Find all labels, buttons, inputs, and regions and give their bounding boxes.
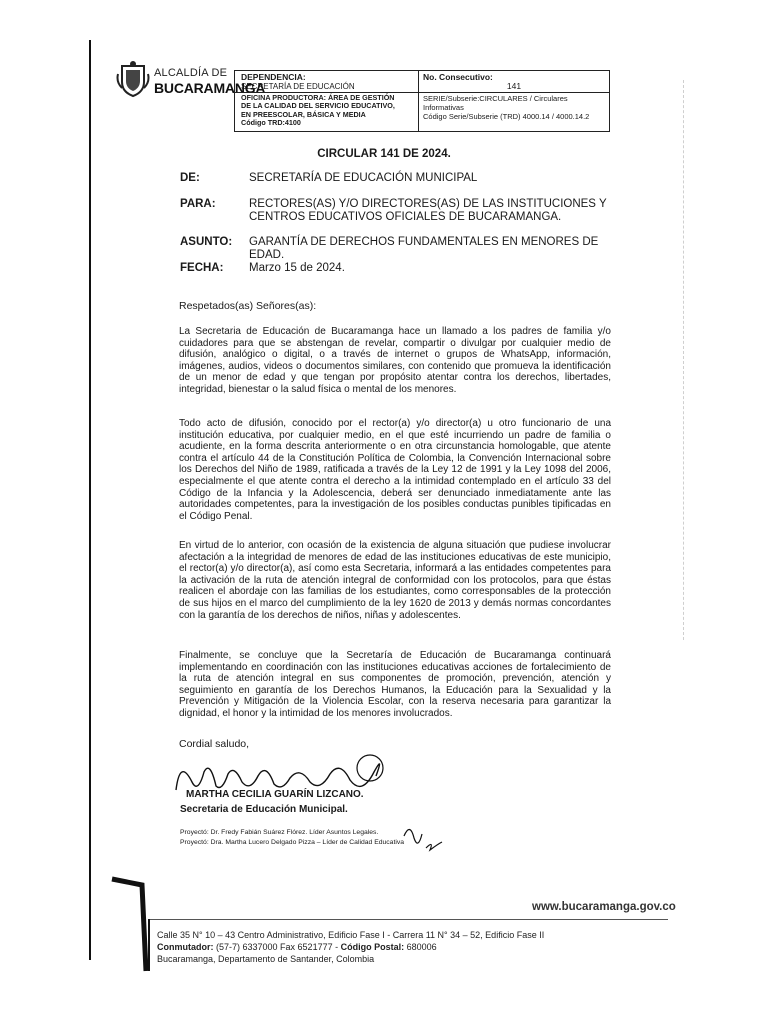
oficina-line: DE LA CALIDAD DEL SERVICIO EDUCATIVO, <box>241 101 395 111</box>
footer-contact <box>157 942 437 953</box>
de-label: DE: <box>180 172 200 184</box>
consecutivo-label: No. Consecutivo: <box>423 72 493 82</box>
postal-value: 680006 <box>404 942 437 952</box>
conmutador-label: Conmutador: <box>157 942 214 952</box>
para-label: PARA: <box>180 198 216 210</box>
footer-vertical-rule <box>148 919 150 971</box>
logo-text-city: BUCARAMANGA <box>154 80 266 96</box>
consecutivo-value: 141 <box>506 81 522 91</box>
page-border-right <box>683 80 685 640</box>
para-value-line2: CENTROS EDUCATIVOS OFICIALES DE BUCARAMANGA. <box>249 211 562 223</box>
oficina-line: EN PREESCOLAR, BÁSICA Y MEDIA <box>241 109 366 119</box>
asunto-value: GARANTÍA DE DERECHOS FUNDAMENTALES EN MENORES DE EDAD. <box>249 236 599 261</box>
signer-role: Secretaria de Educación Municipal. <box>180 804 348 815</box>
proyecto-line-2: Proyectó: Dra. Martha Lucero Delgado Pizza – Líder de Calidad Educativa <box>180 839 405 846</box>
body-paragraph-4: Finalmente, se concluye que la Secretaría de Educación de Bucaramanga continuará implementando en coordinación con las instituciones educativas acciones de fortalecimiento de la ruta de atención integral en sus componentes de promoción, prevención, atención y seguimiento en garantía de los Derechos Humanos, la Educación para la Sexualidad y la Prevención y Mitigación de la Violencia Escolar, con la reserva necesaria para garantizar la dignidad, el honor y la intimidad de los menores involucrados. <box>179 650 611 719</box>
logo-text-alcaldia: ALCALDÍA DE <box>154 67 228 79</box>
document-header-table <box>234 70 610 132</box>
dependencia-cell <box>235 71 419 93</box>
postal-label: Código Postal: <box>340 942 405 952</box>
oficina-trd-code: Código TRD:4100 <box>241 118 301 128</box>
coat-of-arms-icon <box>116 60 150 98</box>
document-title: CIRCULAR 141 DE 2024. <box>317 148 451 160</box>
serie-cell <box>419 93 609 131</box>
fecha-label: FECHA: <box>180 262 224 274</box>
para-value-line1: RECTORES(AS) Y/O DIRECTORES(AS) DE LAS INSTITUCIONES Y <box>249 198 607 210</box>
oficina-line: OFICINA PRODUCTORA: ÁREA DE GESTIÓN <box>241 93 395 102</box>
oficina-cell <box>235 93 419 131</box>
footer-address: Calle 35 N° 10 – 43 Centro Administrativo, Edificio Fase I - Carrera 11 N° 34 – 52, Edificio Fase II <box>157 930 545 940</box>
serie-line: SERIE/Subserie:CIRCULARES / Circulares <box>423 94 568 103</box>
serie-line: Informativas <box>423 103 464 112</box>
page-border-left <box>89 40 91 960</box>
initials-scribble <box>400 822 446 854</box>
footer-city: Bucaramanga, Departamento de Santander, Colombia <box>157 954 375 964</box>
body-paragraph-1: La Secretaria de Educación de Bucaramanga hace un llamado a los padres de familia y/o cuidadores para que se abstengan de revelar, compartir o divulgar por cualquier medio de difusión, analógico o digital, o a través de internet o grupos de WhatsApp, información, imágenes, audios, videos o documentos similares, con contenido que promueva la identificación de un menor de edad y que tengan por propósito atentar contra los derechos, libertades, integridad, bienestar o la salud física o mental de los menores. <box>179 326 611 395</box>
body-paragraph-2: Todo acto de difusión, conocido por el rector(a) y/o director(a) u otro funcionario de una institución educativa, por cualquier medio, en el que esté incurriendo un padre de familia o acudiente, en la forma descrita anteriormente o en otra circunstancia homologable, que atente contra el artículo 44 de la Constitución Política de Colombia, la Convención Internacional sobre los Derechos del Niño de 1989, ratificada a través de la Ley 12 de 1991 y la Ley 1098 del 2006, especialmente el que atente contra el derecho a la intimidad contemplado en el artículo 33 del Código de la Infancia y la Adolescencia, deberá ser denunciado inmediatamente ante las autoridades competentes, para la investigación de los posibles conductas punibles tipificadas en el Código Penal. <box>179 418 611 522</box>
de-value: SECRETARÍA DE EDUCACIÓN MUNICIPAL <box>249 172 478 184</box>
dependencia-label: DEPENDENCIA: <box>241 72 306 82</box>
website-link[interactable]: www.bucaramanga.gov.co <box>532 901 676 913</box>
proyecto-line-1: Proyectó: Dr. Fredy Fabián Suárez Flórez. Líder Asuntos Legales. <box>180 829 379 836</box>
fecha-value: Marzo 15 de 2024. <box>249 262 345 274</box>
serie-code: Código Serie/Subserie (TRD) 4000.14 / 4000.14.2 <box>423 112 590 121</box>
dependencia-value: SECRETARÍA DE EDUCACIÓN <box>241 82 355 91</box>
conmutador-value: (57-7) 6337000 Fax 6521777 - <box>213 942 341 952</box>
body-paragraph-3: En virtud de lo anterior, con ocasión de la existencia de alguna situación que pudiese involucrar afectación a la integridad de menores de edad de las instituciones educativas de este municipio, el rector(a) y/o director(a), así como esta Secretaria, informará a las entidades competentes para la activación de la ruta de atención integral de conformidad con los protocolos, para que éstas realicen el abordaje con las familias de los estudiantes, como corresponsables de la protección de sus hijos en el marco del cumplimiento de la ley 1620 de 2013 y demás normas concordantes con la garantía de los derechos de niños, niñas y adolescentes. <box>179 540 611 621</box>
alcaldia-logo <box>116 60 266 100</box>
closing: Cordial saludo, <box>179 738 250 750</box>
footer-divider <box>148 919 668 920</box>
consecutivo-cell <box>419 71 609 93</box>
asunto-label: ASUNTO: <box>180 236 233 248</box>
signer-name: MARTHA CECILIA GUARÍN LIZCANO. <box>186 789 364 800</box>
greeting: Respetados(as) Señores(as): <box>179 300 317 312</box>
